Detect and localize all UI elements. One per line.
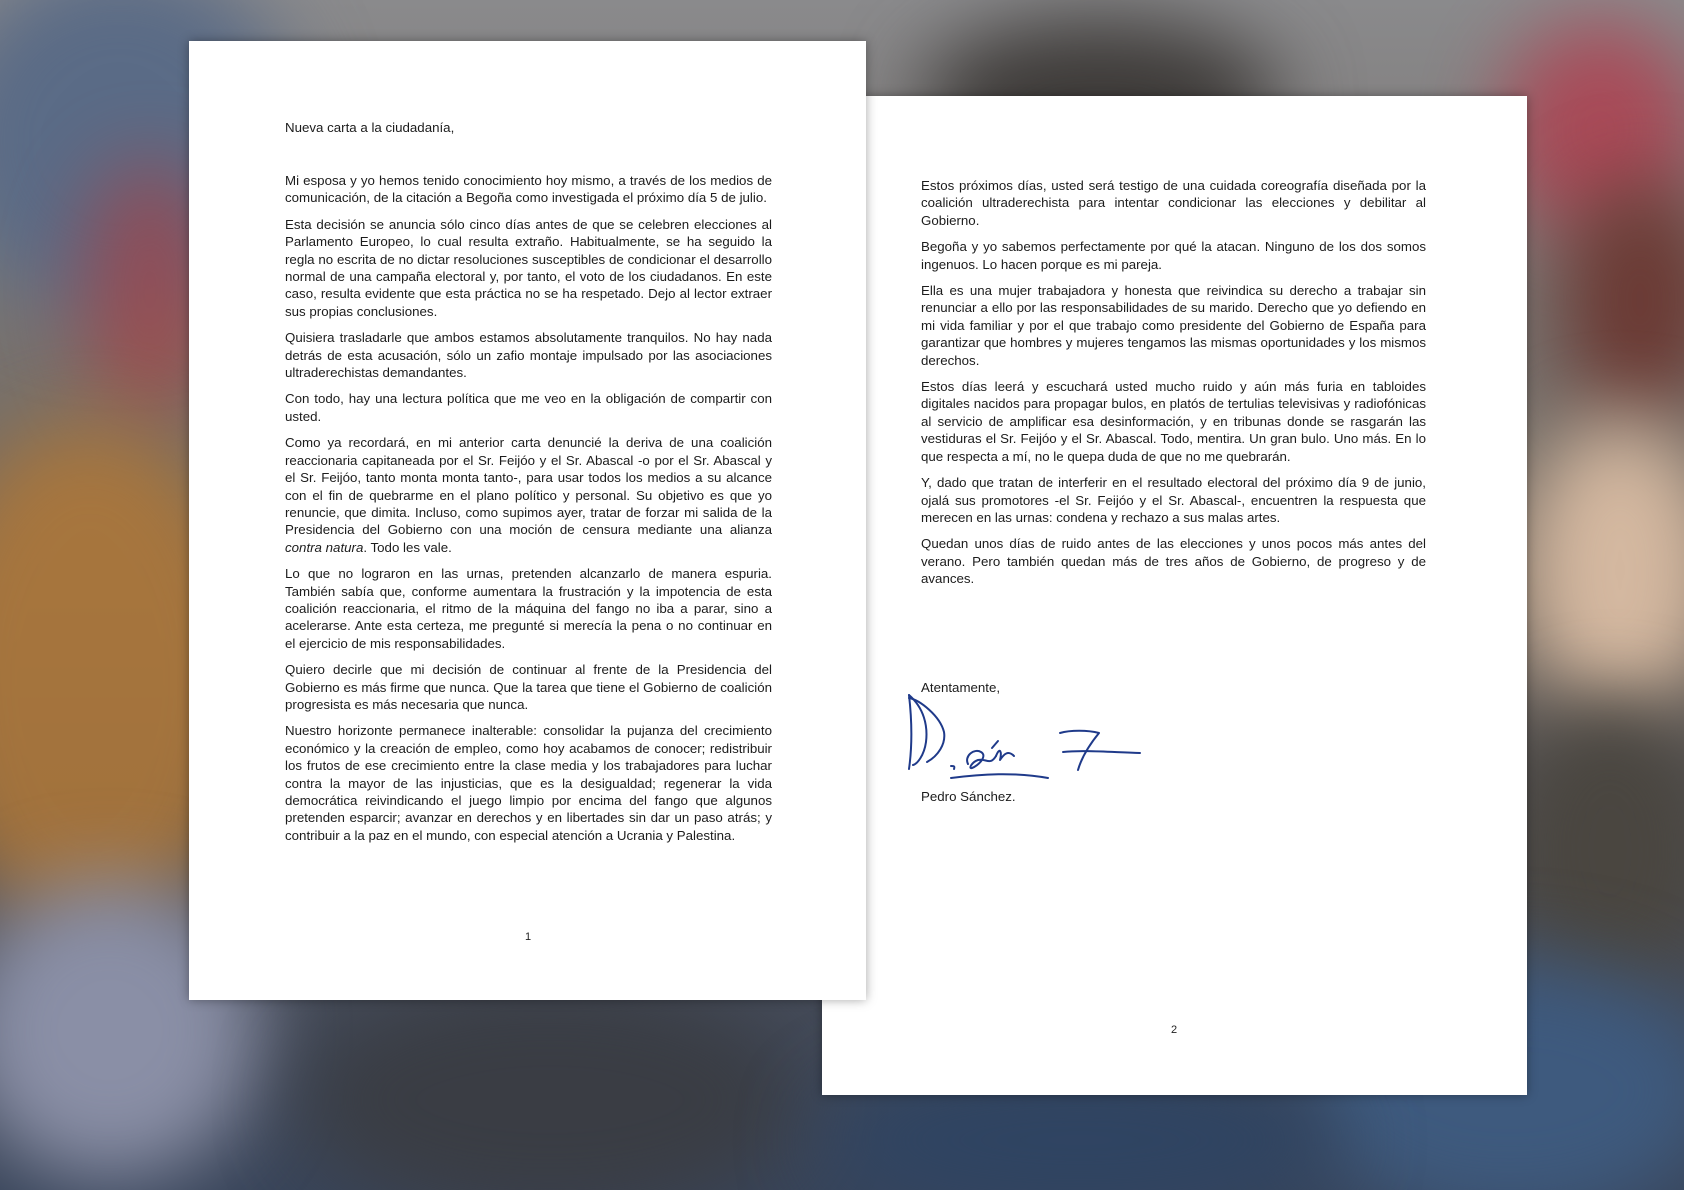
page-number: 1 <box>525 931 532 943</box>
paragraph: Esta decisión se anuncia sólo cinco días antes de que se celebren elecciones al Parlamento Europeo, lo cual resulta extraño. Habitualmente, se ha seguido la regla no escrita de no dictar resoluciones susceptibles de condicionar el desarrollo normal de una campaña electoral y, por tanto, el voto de los ciudadanos. En este caso, resulta evidente que esta práctica no se ha respetado. Dejo al lector extraer sus propias conclusiones. <box>285 216 772 319</box>
paragraph: Nuestro horizonte permanece inalterable: consolidar la pujanza del crecimiento económico y la creación de empleo, como hoy acabamos de conocer; redistribuir los frutos de ese crecimiento entre la clase media y los trabajadores para luchar contra la mayor de las injusticias, que es la desigualdad; regenerar la vida democrática reivindicando el juego limpio por encima del fango que algunos pretenden esparcir; avanzar en derechos y en libertades sin dar un paso atrás; y contribuir a la paz en el mundo, con especial atención a Ucrania y Palestina. <box>285 723 772 843</box>
paragraph: Con todo, hay una lectura política que me veo en la obligación de compartir con usted. <box>285 391 772 424</box>
signature-image <box>882 686 1142 786</box>
paragraph: Lo que no lograron en las urnas, pretenden alcanzarlo de manera espuria. También sabía que, conforme aumentara la frustración y la impotencia de esta coalición reaccionaria, el ritmo de la máquina del fango no iba a parar, sino a acelerarse. Ante esta certeza, me pregunté si merecía la pena o no continuar en el ejercicio de mis responsabilidades. <box>285 566 772 651</box>
paragraph: Mi esposa y yo hemos tenido conocimiento hoy mismo, a través de los medios de comunicación, de la citación a Begoña como investigada el próximo día 5 de julio. <box>285 173 772 206</box>
letter-page-2 <box>822 96 1527 1095</box>
paragraph: Ella es una mujer trabajadora y honesta que reivindica su derecho a trabajar sin renunciar a ello por las responsabilidades de su marido. Derecho que yo defiendo en mi vida familiar y por el que trabajo como presidente del Gobierno de España para garantizar que hombres y mujeres tengamos las mismas oportunidades y los mismos derechos. <box>921 283 1426 368</box>
salutation: Nueva carta a la ciudadanía, <box>285 120 455 135</box>
paragraph: Quiero decirle que mi decisión de continuar al frente de la Presidencia del Gobierno es más firme que nunca. Que la tarea que tiene el Gobierno de coalición progresista es más necesaria que nunca. <box>285 662 772 712</box>
paragraph <box>285 434 772 556</box>
paragraph-text: Como ya recordará, en mi anterior carta denuncié la deriva de una coalición reaccionaria capitaneada por el Sr. Feijóo y el Sr. Abascal -o por el Sr. Abascal y el Sr. Feijóo, tanto monta monta tanto-, para usar todos los medios a su alcance con el fin de quebrarme en el plano político y personal. Su objetivo es que yo renuncie, que dimita. Incluso, como supimos ayer, tratar de forzar mi salida de la Presidencia del Gobierno con una moción de censura mediante una alianza <box>285 435 772 538</box>
paragraph-text: . Todo les vale. <box>363 539 452 555</box>
page-2-body <box>921 177 1426 597</box>
paragraph: Estos próximos días, usted será testigo de una cuidada coreografía diseñada por la coalición ultraderechista para intentar condicionar las elecciones y debilitar al Gobierno. <box>921 178 1426 228</box>
italic-phrase: contra natura <box>285 539 364 555</box>
signer-name: Pedro Sánchez. <box>921 789 1016 804</box>
paragraph: Quedan unos días de ruido antes de las elecciones y unos pocos más antes del verano. Pero también quedan más de tres años de Gobierno, de progreso y de avances. <box>921 536 1426 587</box>
letter-page-1 <box>189 41 866 1000</box>
paragraph: Quisiera trasladarle que ambos estamos absolutamente tranquilos. No hay nada detrás de esta acusación, sólo un zafio montaje impulsado por las asociaciones ultraderechistas demandantes. <box>285 330 772 381</box>
closing: Atentamente, <box>921 680 1001 695</box>
paragraph: Begoña y yo sabemos perfectamente por qué la atacan. Ninguno de los dos somos ingenuos. Lo hacen porque es mi pareja. <box>921 239 1426 272</box>
page-1-body <box>285 172 772 853</box>
paragraph: Y, dado que tratan de interferir en el resultado electoral del próximo día 9 de junio, ojalá sus promotores -el Sr. Feijóo y el Sr. Abascal-, encuentren la respuesta que merecen en las urnas: condena y rechazo a sus malas artes. <box>921 475 1426 525</box>
paragraph: Estos días leerá y escuchará usted mucho ruido y aún más furia en tabloides digitales nacidos para propagar bulos, en platós de tertulias televisivas y radiofónicas al servicio de amplificar esa desinformación, y en tribunas donde se rasgarán las vestiduras el Sr. Feijóo y el Sr. Abascal. Todo, mentira. Un gran bulo. Uno más. En lo que respecta a mí, no le quepa duda de que no me quebrarán. <box>921 379 1426 464</box>
page-number: 2 <box>1171 1024 1178 1036</box>
